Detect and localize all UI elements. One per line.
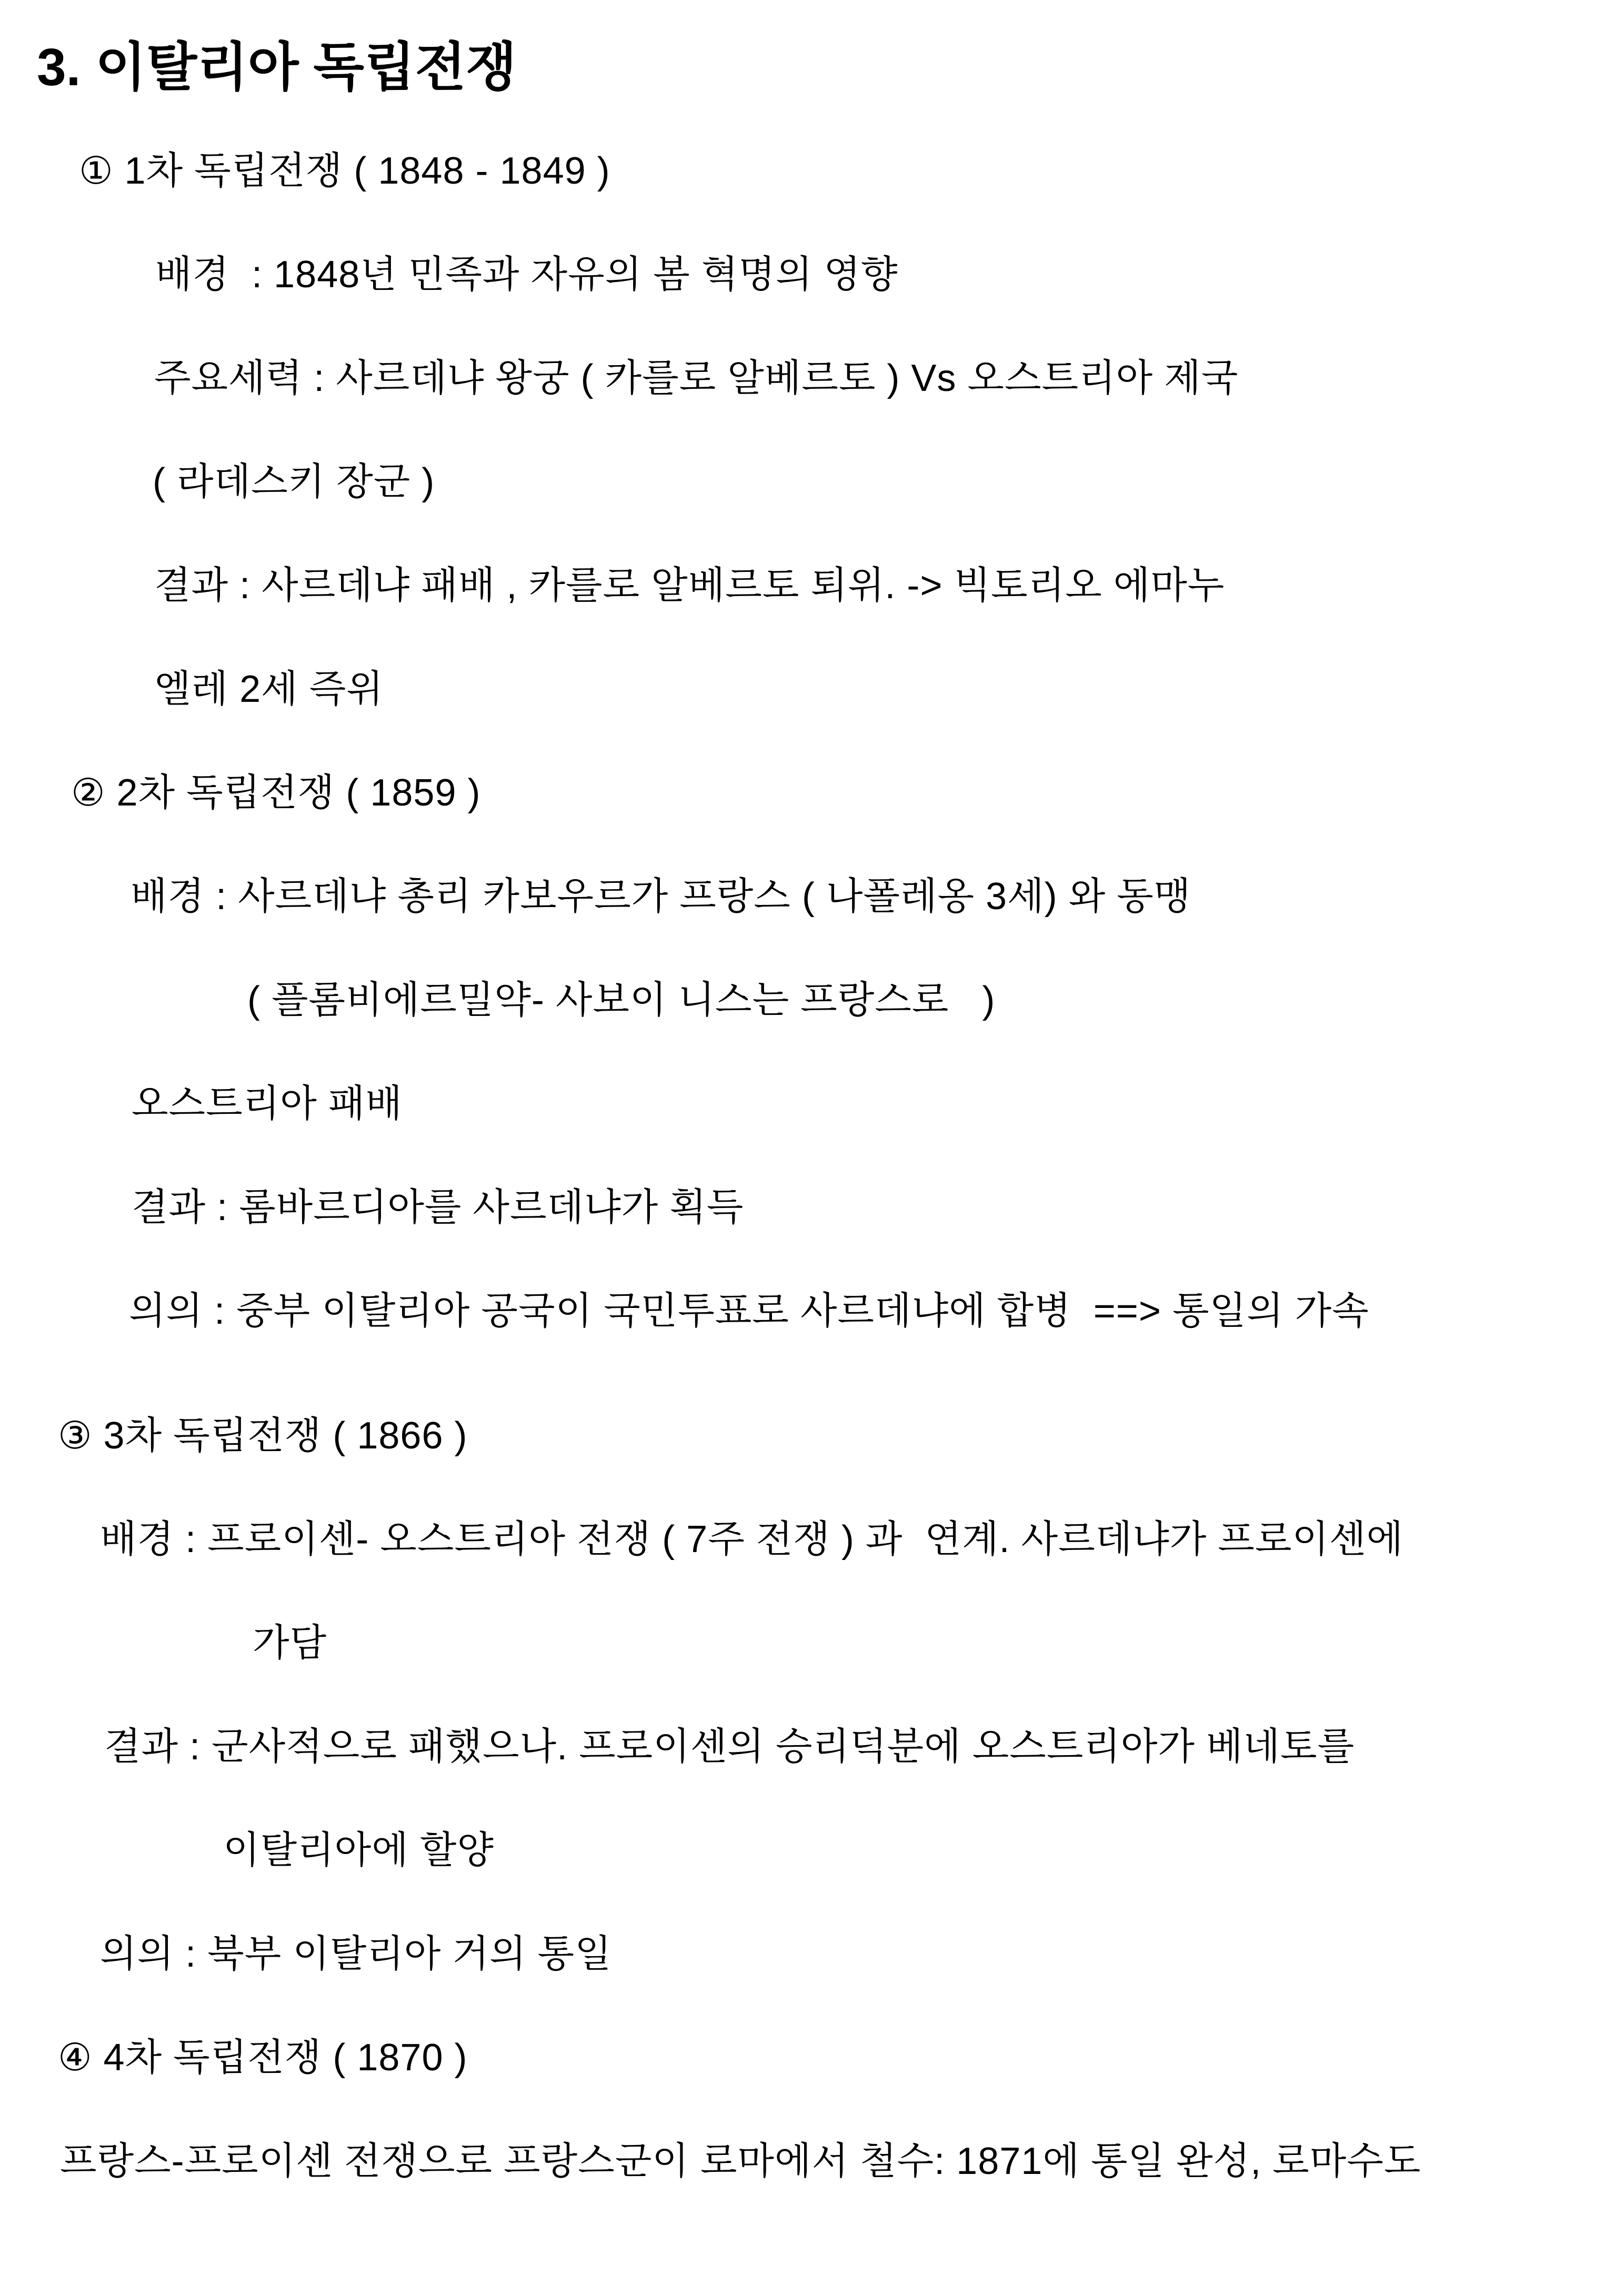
war3-background-continued: 가담 <box>253 1622 327 1664</box>
war3-heading: ③ 3차 독립전쟁 ( 1866 ) <box>58 1415 468 1457</box>
war3-significance: 의의 : 북부 이탈리아 거의 통일 <box>100 1933 612 1975</box>
war1-result: 결과 : 사르데냐 패배 , 카를로 알베르토 퇴위. -> 빅토리오 에마누 <box>154 565 1225 607</box>
war4-heading: ④ 4차 독립전쟁 ( 1870 ) <box>58 2037 468 2079</box>
war2-background-continued: ( 플롬비에르밀약- 사보이 니스는 프랑스로 ) <box>247 979 996 1021</box>
war2-heading: ② 2차 독립전쟁 ( 1859 ) <box>71 772 481 814</box>
war2-significance: 의의 : 중부 이탈리아 공국이 국민투표로 사르데냐에 합병 ==> 통일의 가속 <box>129 1290 1369 1332</box>
page-title: 3. 이탈리아 독립전쟁 <box>37 38 517 97</box>
war3-background: 배경 : 프로이센- 오스트리아 전쟁 ( 7주 전쟁 ) 과 연계. 사르데냐가 프로이센에 <box>100 1518 1404 1560</box>
war1-heading: ① 1차 독립전쟁 ( 1848 - 1849 ) <box>79 150 610 192</box>
war1-result-continued: 엘레 2세 즉위 <box>154 668 384 710</box>
war3-result: 결과 : 군사적으로 패했으나. 프로이센의 승리덕분에 오스트리아가 베네토를 <box>104 1726 1355 1768</box>
war1-main-forces: 주요세력 : 사르데냐 왕궁 ( 카를로 알베르토 ) Vs 오스트리아 제국 <box>154 357 1239 399</box>
war1-background: 배경 : 1848년 민족과 자유의 봄 혁명의 영향 <box>155 254 898 296</box>
war2-austria-defeat: 오스트리아 패배 <box>132 1083 403 1125</box>
war4-summary: 프랑스-프로이센 전쟁으로 프랑스군이 로마에서 철수: 1871에 통일 완성, 로마수도 <box>60 2140 1421 2182</box>
war2-background: 배경 : 사르데냐 총리 카보우르가 프랑스 ( 나폴레옹 3세) 와 동맹 <box>131 875 1191 918</box>
war2-result: 결과 : 롬바르디아를 사르데냐가 획득 <box>132 1186 744 1228</box>
war1-main-forces-continued: ( 라데스키 장군 ) <box>153 461 435 503</box>
war3-result-continued: 이탈리아에 할양 <box>223 1829 494 1871</box>
